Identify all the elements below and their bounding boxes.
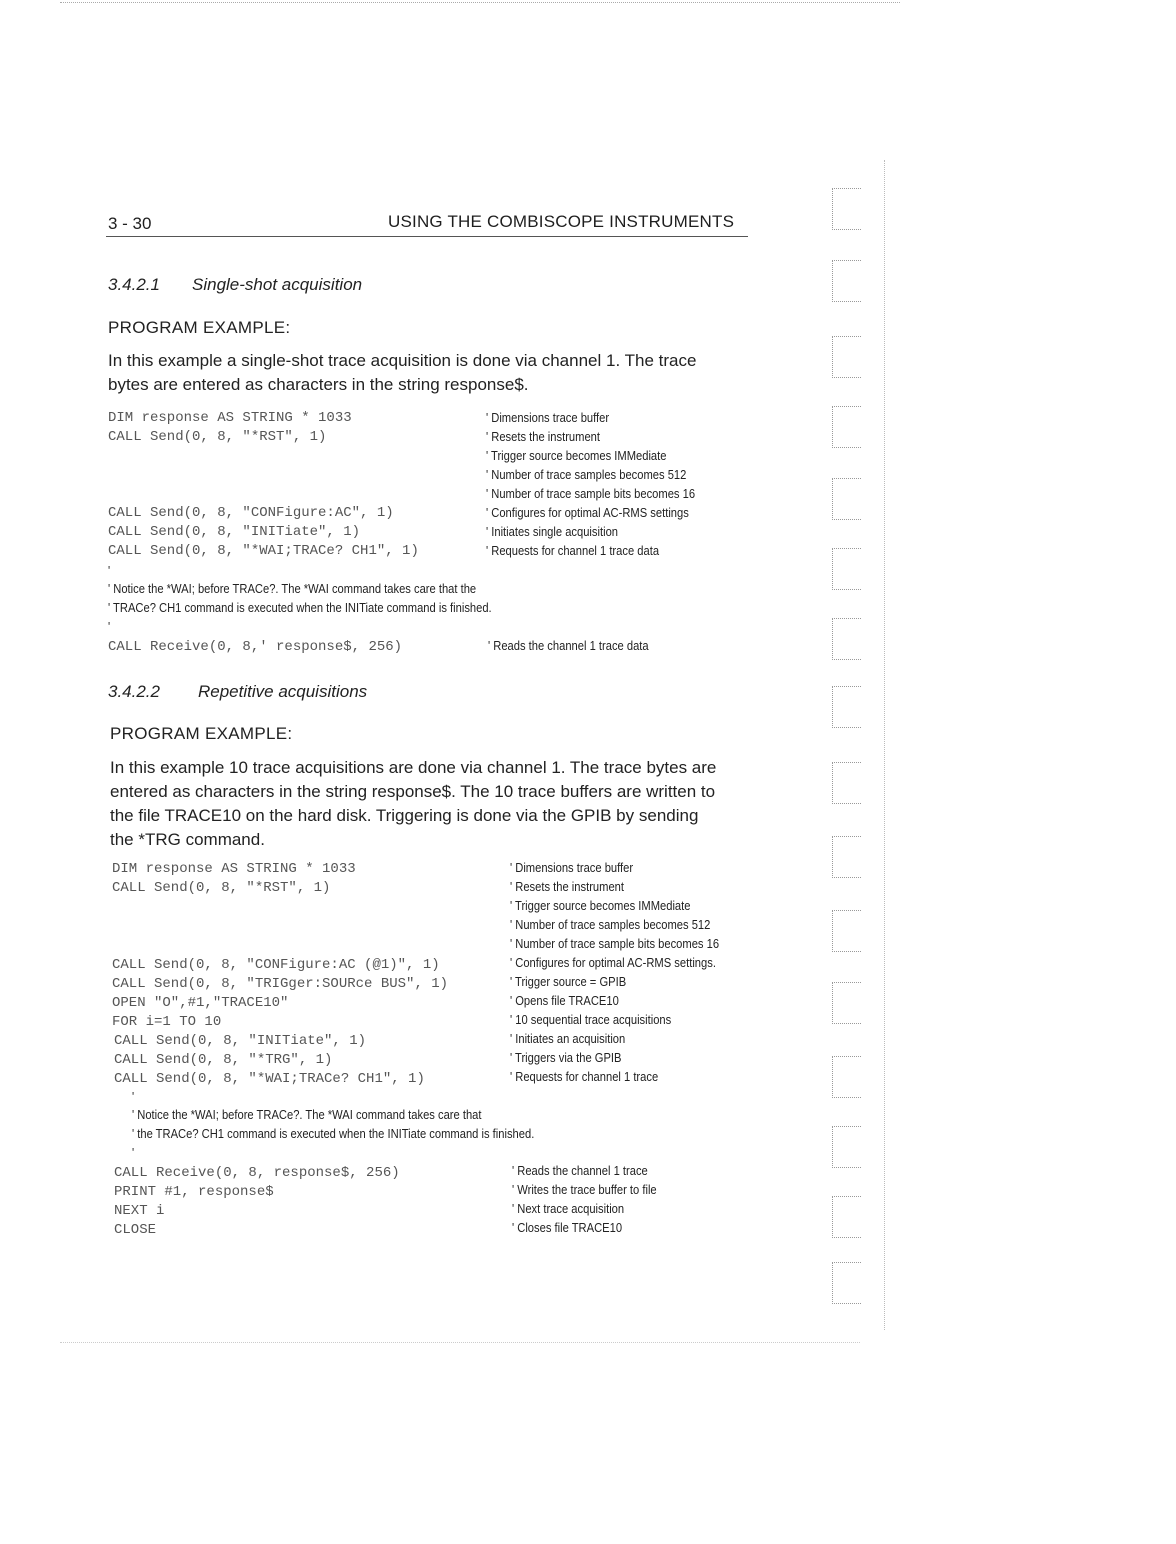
code-comment: ' Closes file TRACE10	[512, 1220, 623, 1235]
intro-line: In this example a single-shot trace acquisition is done via channel 1. The trace	[108, 351, 697, 370]
code-comment: ' Dimensions trace buffer	[510, 860, 634, 875]
binding-hole-mark	[832, 686, 861, 728]
code-line: CALL Receive(0, 8, response$, 256)	[114, 1165, 400, 1181]
code-line: CALL Send(0, 8, "*WAI;TRACe? CH1", 1)	[108, 543, 419, 559]
binding-hole-mark	[832, 618, 861, 660]
code-line: FOR i=1 TO 10	[112, 1014, 222, 1030]
code-comment: ' Number of trace sample bits becomes 16	[486, 486, 696, 501]
code-comment: ' Writes the trace buffer to file	[512, 1182, 657, 1197]
code-comment: ' 10 sequential trace acquisitions	[510, 1012, 672, 1027]
code-line: DIM response AS STRING * 1033	[112, 861, 356, 877]
code-comment: ' Initiates single acquisition	[486, 524, 619, 539]
scan-edge-top	[60, 2, 900, 3]
intro-line: In this example 10 trace acquisitions are done via channel 1. The trace bytes are	[110, 758, 717, 777]
code-comment: ' Configures for optimal AC-RMS settings	[486, 505, 689, 520]
binding-hole-mark	[832, 548, 861, 590]
code-note: ' TRACe? CH1 command is executed when the INITiate command is finished.	[108, 600, 492, 615]
code-line: CALL Send(0, 8, "*RST", 1)	[112, 880, 331, 896]
code-comment: ' Trigger source becomes IMMediate	[510, 898, 691, 913]
code-tick: '	[108, 563, 111, 578]
code-note: ' Notice the *WAI; before TRACe?. The *WAI command takes care that the	[108, 581, 477, 596]
code-line: CALL Send(0, 8, "INITiate", 1)	[114, 1033, 367, 1049]
code-line: CALL Send(0, 8, "*TRG", 1)	[114, 1052, 333, 1068]
code-comment: ' Opens file TRACE10	[510, 993, 619, 1008]
code-line: CALL Send(0, 8, "INITiate", 1)	[108, 524, 361, 540]
binding-hole-mark	[832, 910, 861, 952]
code-note: ' the TRACe? CH1 command is executed when the INITiate command is finished.	[132, 1126, 535, 1141]
code-line: CALL Send(0, 8, "TRIGger:SOURce BUS", 1)	[112, 976, 449, 992]
intro-line: bytes are entered as characters in the string response$.	[108, 375, 529, 394]
intro-line: the file TRACE10 on the hard disk. Triggering is done via the GPIB by sending	[110, 806, 699, 825]
code-comment: ' Requests for channel 1 trace	[510, 1069, 659, 1084]
binding-hole-mark	[832, 406, 861, 448]
code-comment: ' Reads the channel 1 trace	[512, 1163, 648, 1178]
code-line: CALL Receive(0, 8,' response$, 256)	[108, 639, 403, 655]
header-rule	[106, 236, 748, 237]
binding-hole-mark	[832, 1126, 861, 1168]
section-number: 3.4.2.2	[108, 682, 160, 701]
binding-hole-mark	[832, 336, 861, 378]
code-tick: '	[132, 1145, 135, 1160]
running-title: USING THE COMBISCOPE INSTRUMENTS	[388, 212, 735, 231]
section-number: 3.4.2.1	[108, 275, 160, 294]
binding-hole-mark	[832, 478, 861, 520]
code-comment: ' Number of trace samples becomes 512	[486, 467, 687, 482]
code-line: CALL Send(0, 8, "CONFigure:AC (@1)", 1)	[112, 957, 440, 973]
binding-hole-mark	[832, 836, 861, 878]
intro-line: entered as characters in the string response$. The 10 trace buffers are written to	[110, 782, 716, 801]
code-note: ' Notice the *WAI; before TRACe?. The *WAI command takes care that	[132, 1107, 482, 1122]
code-comment: ' Initiates an acquisition	[510, 1031, 626, 1046]
code-line: NEXT i	[114, 1203, 165, 1219]
intro-paragraph	[108, 349, 758, 397]
binding-hole-mark	[832, 762, 861, 804]
code-line: CALL Send(0, 8, "*WAI;TRACe? CH1", 1)	[114, 1071, 425, 1087]
binding-edge-marks	[826, 160, 892, 1330]
code-comment: ' Requests for channel 1 trace data	[486, 543, 660, 558]
binding-hole-mark	[832, 260, 861, 302]
code-comment: ' Trigger source = GPIB	[510, 974, 627, 989]
code-line: CALL Send(0, 8, "*RST", 1)	[108, 429, 327, 445]
code-comment: ' Reads the channel 1 trace data	[488, 638, 649, 653]
binding-hole-mark	[832, 982, 861, 1024]
binding-hole-mark	[832, 1196, 861, 1238]
code-line: OPEN "O",#1,"TRACE10"	[112, 995, 289, 1011]
program-example-label: PROGRAM EXAMPLE:	[108, 318, 291, 337]
binding-hole-mark	[832, 1262, 861, 1304]
intro-paragraph	[110, 756, 770, 852]
code-line: CLOSE	[114, 1222, 157, 1238]
binding-hole-mark	[832, 188, 861, 230]
code-line: PRINT #1, response$	[114, 1184, 274, 1200]
code-comment: ' Number of trace sample bits becomes 16	[510, 936, 720, 951]
code-line: DIM response AS STRING * 1033	[108, 410, 352, 426]
code-tick: '	[108, 619, 111, 634]
code-comment: ' Number of trace samples becomes 512	[510, 917, 711, 932]
code-comment: ' Resets the instrument	[510, 879, 624, 894]
code-line: CALL Send(0, 8, "CONFigure:AC", 1)	[108, 505, 394, 521]
code-comment: ' Resets the instrument	[486, 429, 600, 444]
code-tick: '	[132, 1089, 135, 1104]
intro-line: the *TRG command.	[110, 830, 265, 849]
section-title: Repetitive acquisitions	[198, 682, 368, 701]
code-comment: ' Configures for optimal AC-RMS settings.	[510, 955, 716, 970]
binding-hole-mark	[832, 1056, 861, 1098]
code-comment: ' Dimensions trace buffer	[486, 410, 610, 425]
code-comment: ' Trigger source becomes IMMediate	[486, 448, 667, 463]
program-example-label: PROGRAM EXAMPLE:	[110, 724, 293, 743]
section-title: Single-shot acquisition	[192, 275, 363, 294]
scan-edge-bottom	[60, 1342, 860, 1343]
binding-edge-line	[884, 160, 885, 1330]
code-comment: ' Triggers via the GPIB	[510, 1050, 622, 1065]
page-number: 3 - 30	[108, 214, 152, 233]
code-comment: ' Next trace acquisition	[512, 1201, 625, 1216]
